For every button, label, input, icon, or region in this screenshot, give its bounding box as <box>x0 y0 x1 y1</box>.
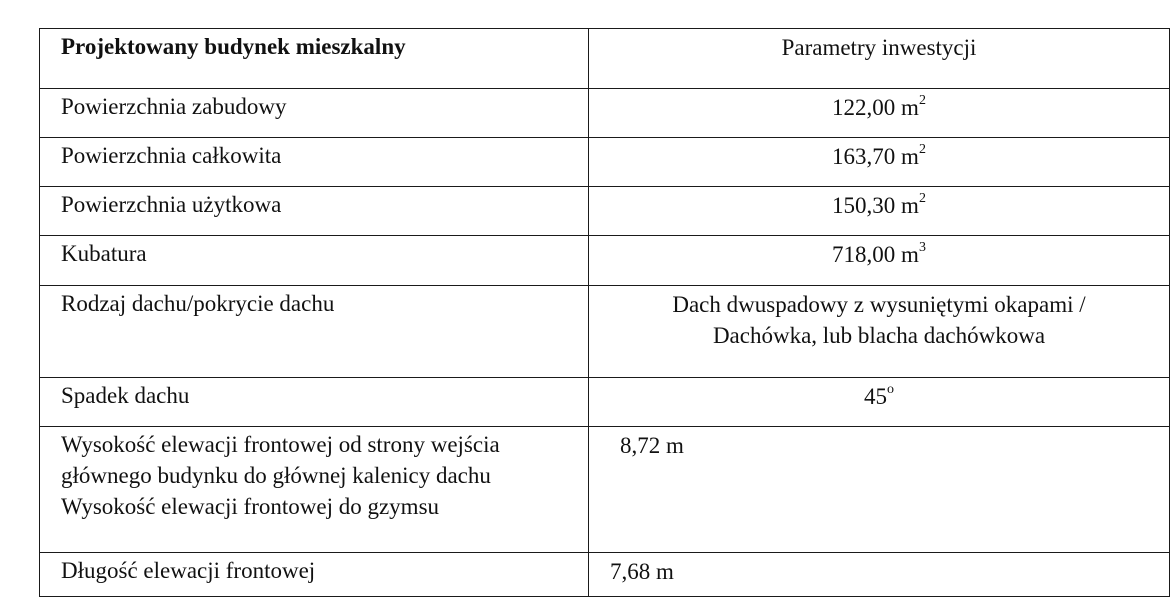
table-row <box>40 89 1170 138</box>
label-line: Wysokość elewacji frontowej od strony wejścia <box>61 432 500 457</box>
row-label: Powierzchnia użytkowa <box>40 187 589 236</box>
row-label: Długość elewacji frontowej <box>40 553 589 597</box>
value-line: Dachówka, lub blacha dachówkowa <box>712 323 1046 348</box>
table-row <box>40 236 1170 286</box>
row-label: Kubatura <box>40 236 589 286</box>
table-row <box>40 427 1170 553</box>
value-line: Dach dwuspadowy z wysuniętymi okapami / <box>672 292 1086 317</box>
row-label: Rodzaj dachu/pokrycie dachu <box>40 286 589 378</box>
row-value: 7,68 m <box>589 553 1170 597</box>
row-label <box>40 427 589 553</box>
label-line: głównego budynku do głównej kalenicy dachu <box>61 463 491 488</box>
row-value: 45$^o$ <box>589 378 1170 427</box>
header-building: Projektowany budynek mieszkalny <box>40 29 589 89</box>
table-row <box>40 286 1170 378</box>
row-value: 122,00 $m^2$ <box>589 89 1170 138</box>
label-line: Wysokość elewacji frontowej do gzymsu <box>61 494 440 519</box>
row-value: 163,70 $m^2$ <box>589 138 1170 187</box>
table-row <box>40 553 1170 597</box>
table-row <box>40 187 1170 236</box>
row-value <box>589 286 1170 378</box>
investment-parameters-table <box>39 28 1170 597</box>
row-label: Spadek dachu <box>40 378 589 427</box>
row-value: 150,30 $m^2$ <box>589 187 1170 236</box>
row-value: 718,00 $m^3$ <box>589 236 1170 286</box>
header-parameters: Parametry inwestycji <box>589 29 1170 89</box>
row-label: Powierzchnia zabudowy <box>40 89 589 138</box>
table-row <box>40 138 1170 187</box>
row-value: 8,72 m <box>589 427 1170 553</box>
table-header-row <box>40 29 1170 89</box>
row-label: Powierzchnia całkowita <box>40 138 589 187</box>
table-row <box>40 378 1170 427</box>
